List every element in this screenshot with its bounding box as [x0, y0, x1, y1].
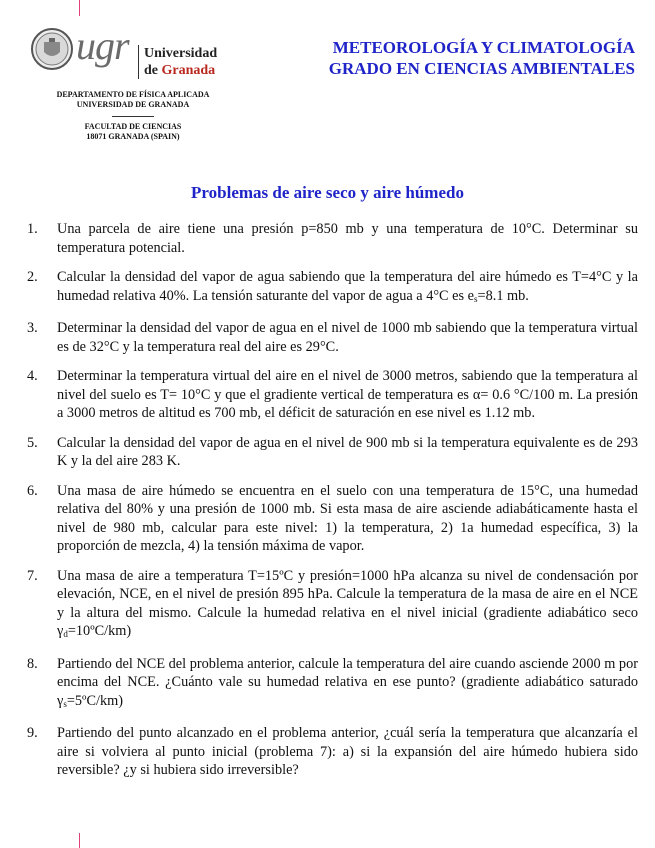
problem-number: 8.: [27, 655, 38, 672]
problem-number: 1.: [27, 221, 38, 237]
problem-item: [27, 482, 638, 556]
ugr-logo-text: ugr: [76, 23, 129, 68]
department-line2: UNIVERSIDAD DE GRANADA: [76, 100, 190, 109]
problem-text: Calcular la densidad del vapor de agua en el nivel de 900 mb si la temperatura equivalente es de 293 K y la del aire 283 K.: [57, 434, 638, 469]
problem-number: 7.: [27, 567, 38, 584]
problem-item: [27, 319, 638, 356]
faculty-line1: FACULTAD DE CIENCIAS: [84, 122, 182, 131]
course-title: [275, 37, 635, 79]
problem-text: Partiendo del punto alcanzado en el problema anterior, ¿cuál sería la temperatura que alcanzaría el aire si volviera al punto inicial (problema 7): a) si la expansión del aire húmedo hubiera sido reversible? ¿y si hubiera sido irreversible?: [57, 725, 638, 778]
problem-number: 9.: [27, 725, 38, 741]
course-line1: METEOROLOGÍA Y CLIMATOLOGÍA: [332, 38, 635, 57]
header-divider: [112, 116, 154, 117]
problem-text: Determinar la densidad del vapor de agua en el nivel de 1000 mb sabiendo que la temperatura virtual es de 32°C y la temperatura real del aire es 29°C.: [57, 320, 638, 355]
problem-item: [27, 434, 638, 471]
problem-text: Calcular la densidad del vapor de agua sabiendo que la temperatura del aire húmedo es T=4°C y la humedad relativa 40%. La tensión saturante del vapor de agua a 4°C es $e_s=8.1$ mb.: [57, 269, 638, 304]
problem-item: [27, 268, 638, 308]
problem-item: [27, 220, 638, 257]
page-marker-top: [79, 0, 80, 16]
department-line1: DEPARTAMENTO DE FÍSICA APLICADA: [56, 90, 210, 99]
course-line2: GRADO EN CIENCIAS AMBIENTALES: [328, 59, 635, 78]
problem-number: 4.: [27, 368, 38, 384]
problem-text: Una parcela de aire tiene una presión p=850 mb y una temperatura de 10°C. Determinar su temperatura potencial.: [57, 221, 638, 256]
problem-text: Una masa de aire a temperatura T=15ºC y presión=1000 hPa alcanza su nivel de condensación por elevación, NCE, en el nivel de presión 895 hPa. Calcule la temperatura de la masa de aire en el NCE y la altura del mismo. Calcule la humedad relativa en el nivel inicial (gradiente adiabático seco $\gamma_d=10ºC/km$): [57, 567, 638, 639]
department-block: [28, 90, 238, 110]
page-marker-bottom: [79, 833, 80, 848]
problem-item: [27, 367, 638, 423]
problem-text: Determinar la temperatura virtual del aire en el nivel de 3000 metros, sabiendo que la temperatura al nivel del suelo es T= 10°C y que el gradiente vertical de temperatura es α= 0.6 °C/100 m. La presión a 3000 metros de altitud es 700 mb, el déficit de saturación en ese nivel es 1.12 mb.: [57, 368, 638, 421]
university-seal-logo: [31, 28, 73, 70]
problem-number: 3.: [27, 320, 38, 336]
faculty-block: [28, 122, 238, 142]
problem-number: 6.: [27, 482, 38, 499]
problem-text: Partiendo del NCE del problema anterior, calcule la temperatura del aire cuando asciende 2000 m por encima del NCE. ¿Cuánto vale su humedad relativa en ese punto? (gradiente adiabático saturado $\gamma_s=5ºC/km$): [57, 655, 638, 709]
faculty-line2: 18071 GRANADA (SPAIN): [86, 132, 180, 141]
university-line2: de Granada: [144, 63, 216, 78]
university-line1: Universidad: [144, 46, 218, 61]
university-name: [138, 45, 217, 79]
page-title: Problemas de aire seco y aire húmedo: [191, 183, 464, 202]
problem-item: [27, 655, 638, 714]
problem-number: 5.: [27, 434, 38, 451]
problem-number: 2.: [27, 269, 38, 285]
problem-text: Una masa de aire húmedo se encuentra en el suelo con una temperatura de 15°C, una humedad relativa del 80% y una presión de 1000 mb. Si esta masa de aire asciende adiabáticamente hasta el nivel de 980 mb, calcular para este nivel: 1) la temperatura, 2) 1a humedad específica, 3) la proporción de mezcla, 4) la tensión máxima de vapor.: [57, 482, 638, 554]
problem-item: [27, 567, 638, 644]
problem-list: [27, 220, 638, 791]
problem-item: [27, 724, 638, 780]
